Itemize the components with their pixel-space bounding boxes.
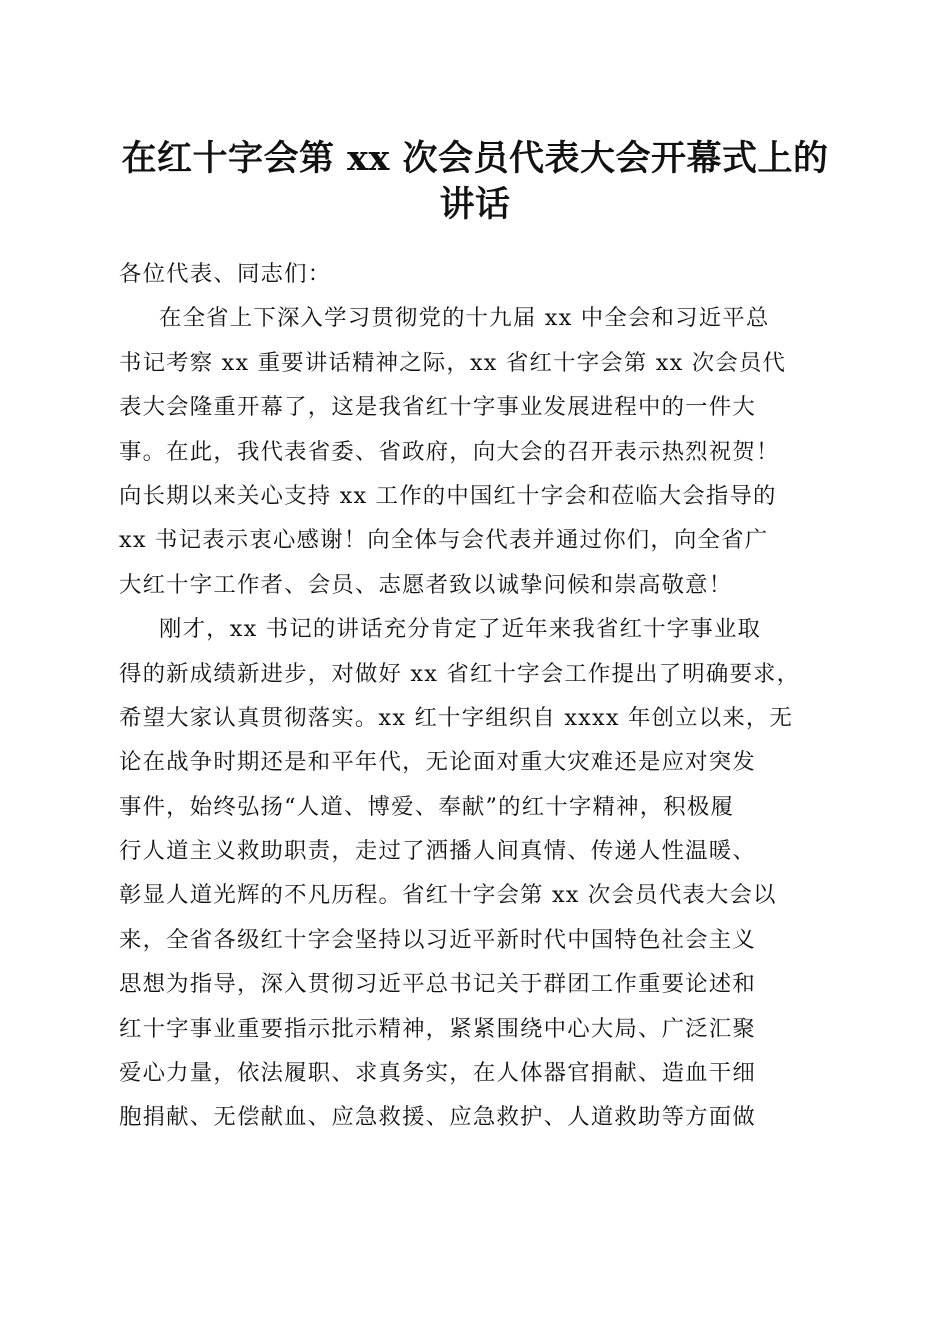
paragraph-2-line: 红十字事业重要指示批示精神，紧紧围绕中心大局、广泛汇聚 bbox=[119, 1015, 756, 1042]
paragraph-1-line: 向长期以来关心支持 xx 工作的中国红十字会和莅临大会指导的 bbox=[119, 482, 777, 509]
paragraph-1-line: 表大会隆重开幕了，这是我省红十字事业发展进程中的一件大 bbox=[119, 394, 756, 421]
paragraph-2-line: 行人道主义救助职责，走过了洒播人间真情、传递人性温暖、 bbox=[119, 838, 756, 865]
paragraph-1-line: 在全省上下深入学习贯彻党的十九届 xx 中全会和习近平总 bbox=[159, 305, 770, 332]
paragraph-2-line: 希望大家认真贯彻落实。xx 红十字组织自 xxxx 年创立以来，无 bbox=[119, 704, 794, 731]
paragraph-2-line: 来，全省各级红十字会坚持以习近平新时代中国特色社会主义 bbox=[119, 926, 756, 953]
title-line-2: 讲话 bbox=[439, 184, 511, 225]
paragraph-1-line: 事。在此，我代表省委、省政府，向大会的召开表示热烈祝贺！ bbox=[119, 438, 780, 465]
paragraph-1-line: 大红十字工作者、会员、志愿者致以诚挚问候和崇高敬意！ bbox=[119, 571, 733, 598]
paragraph-2-line: 论在战争时期还是和平年代，无论面对重大灾难还是应对突发 bbox=[119, 749, 756, 776]
paragraph-2-line: 事件，始终弘扬“人道、博爱、奉献”的红十字精神，积极履 bbox=[119, 793, 735, 820]
title-line-1: 在红十字会第 xx 次会员代表大会开幕式上的 bbox=[121, 138, 829, 179]
paragraph-1-line: xx 书记表示衷心感谢！向全体与会代表并通过你们，向全省广 bbox=[119, 527, 769, 554]
paragraph-1-line: 书记考察 xx 重要讲话精神之际，xx 省红十字会第 xx 次会员代 bbox=[119, 349, 787, 376]
paragraph-2-line: 得的新成绩新进步，对做好 xx 省红十字会工作提出了明确要求， bbox=[119, 660, 801, 687]
paragraph-2-line: 胞捐献、无偿献血、应急救援、应急救护、人道救助等方面做 bbox=[119, 1104, 756, 1131]
paragraph-2-line: 爱心力量，依法履职、求真务实，在人体器官捐献、造血干细 bbox=[119, 1060, 756, 1087]
paragraph-2-line: 思想为指导，深入贯彻习近平总书记关于群团工作重要论述和 bbox=[119, 971, 756, 998]
paragraph-2-line: 刚才，xx 书记的讲话充分肯定了近年来我省红十字事业取 bbox=[159, 616, 762, 643]
paragraph-2-line: 彰显人道光辉的不凡历程。省红十字会第 xx 次会员代表大会以 bbox=[119, 882, 777, 909]
document-title bbox=[110, 136, 840, 228]
document-body bbox=[119, 252, 831, 1140]
salutation: 各位代表、同志们： bbox=[119, 261, 332, 287]
